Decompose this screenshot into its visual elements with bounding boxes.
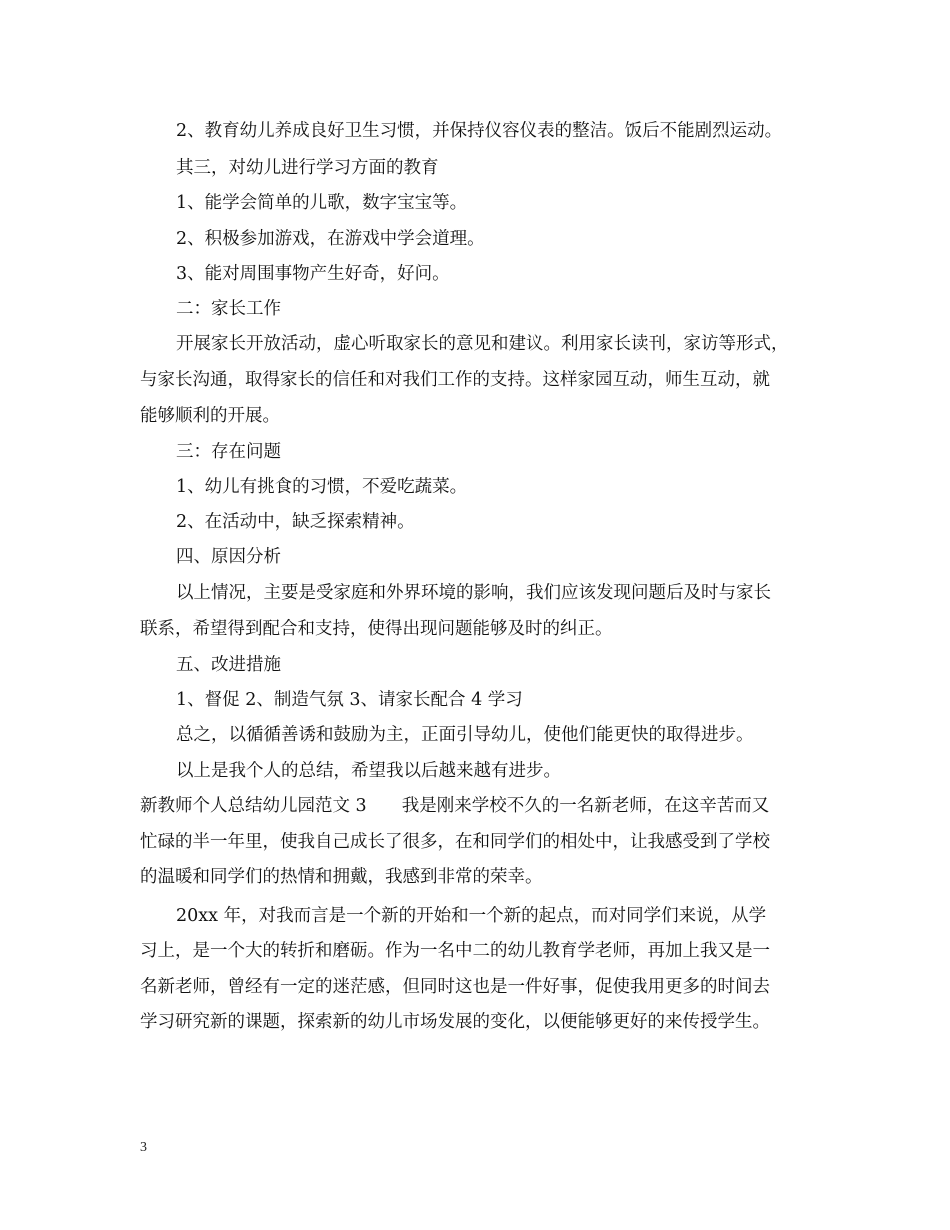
text-line: 忙碌的半一年里，使我自己成长了很多，在和同学们的相处中，让我感受到了学校 <box>140 832 770 852</box>
text-line: 1、幼儿有挑食的习惯，不爱吃蔬菜。 <box>176 477 468 497</box>
text-line: 以上是我个人的总结，希望我以后越来越有进步。 <box>176 761 561 781</box>
text-line: 习上，是一个大的转折和磨砺。作为一名中二的幼儿教育学老师，再加上我又是一 <box>140 941 770 961</box>
text-line: 其三，对幼儿进行学习方面的教育 <box>176 158 439 178</box>
text-line: 以上情况，主要是受家庭和外界环境的影响，我们应该发现问题后及时与家长 <box>176 583 771 603</box>
page-number: 3 <box>140 1140 147 1155</box>
section-heading: 三：存在问题 <box>176 442 281 462</box>
article-title-line: 新教师个人总结幼儿园范文 3 我是刚来学校不久的一名新老师，在这辛苦而又 <box>140 796 770 816</box>
text-line: 2、教育幼儿养成良好卫生习惯，并保持仪容仪表的整洁。饭后不能剧烈运动。 <box>176 121 783 141</box>
text-line: 与家长沟通，取得家长的信任和对我们工作的支持。这样家园互动，师生互动，就 <box>140 370 770 390</box>
text-line: 能够顺利的开展。 <box>140 406 280 426</box>
text-line: 1、督促 2、制造气氛 3、请家长配合 4 学习 <box>176 690 523 710</box>
text-line: 开展家长开放活动，虚心听取家长的意见和建议。利用家长读刊，家访等形式， <box>176 334 789 354</box>
text-line: 20xx 年，对我而言是一个新的开始和一个新的起点，而对同学们来说，从学 <box>176 906 767 926</box>
text-line: 总之，以循循善诱和鼓励为主，正面引导幼儿，使他们能更快的取得进步。 <box>176 725 754 745</box>
text-line: 1、能学会简单的儿歌，数字宝宝等。 <box>176 193 468 213</box>
text-line: 2、在活动中，缺乏探索精神。 <box>176 512 415 532</box>
section-heading: 二：家长工作 <box>176 299 281 319</box>
text-line: 的温暖和同学们的热情和拥戴，我感到非常的荣幸。 <box>140 867 543 887</box>
text-line: 学习研究新的课题，探索新的幼儿市场发展的变化，以便能够更好的来传授学生。 <box>140 1012 770 1032</box>
text-line: 2、积极参加游戏，在游戏中学会道理。 <box>176 229 485 249</box>
text-line: 联系，希望得到配合和支持，使得出现问题能够及时的纠正。 <box>140 619 613 639</box>
text-line: 3、能对周围事物产生好奇，好问。 <box>176 264 450 284</box>
text-line: 名新老师，曾经有一定的迷茫感，但同时这也是一件好事，促使我用更多的时间去 <box>140 977 770 997</box>
section-heading: 四、原因分析 <box>176 547 281 567</box>
section-heading: 五、改进措施 <box>176 655 281 675</box>
